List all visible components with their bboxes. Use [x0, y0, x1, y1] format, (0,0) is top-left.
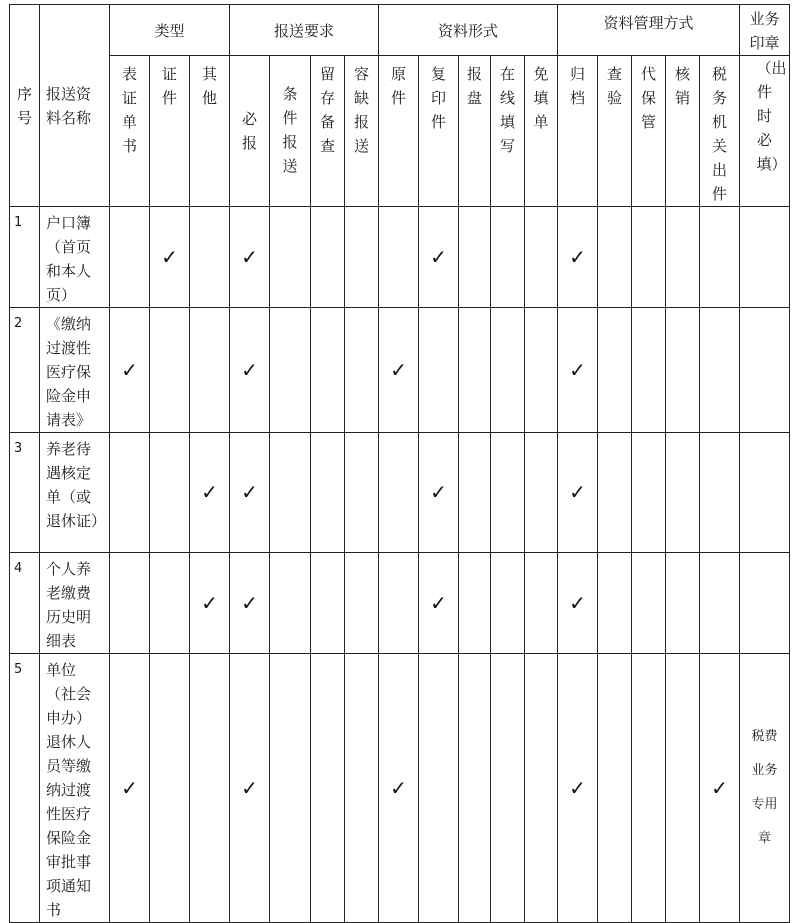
sub-online-label: 在线填写: [500, 65, 516, 155]
cell-conditional: [270, 553, 311, 654]
name-header-label: 报送资料名称: [46, 84, 92, 127]
check-mark-icon: ✓: [121, 775, 138, 800]
sub-keep-check-label: 留存备查: [320, 65, 336, 155]
sub-online: [491, 56, 525, 207]
cell-custody: [632, 308, 666, 433]
table-row: [10, 654, 790, 923]
check-mark-icon: ✓: [241, 480, 258, 504]
check-mark-icon: ✓: [121, 357, 138, 382]
cell-seal: [740, 207, 790, 308]
cell-keep-check: [311, 207, 345, 308]
sub-no-fill-label: 免填单: [533, 65, 549, 131]
cell-online: [491, 433, 525, 553]
group-type-label: 类型: [154, 21, 185, 40]
row-index-cell: [10, 654, 40, 923]
cell-tax-issue: [700, 308, 740, 433]
check-mark-icon: ✓: [569, 357, 586, 382]
cell-copy: [419, 654, 459, 923]
cell-tax-issue: [700, 433, 740, 553]
check-mark-icon: ✓: [569, 590, 586, 615]
cell-conditional: [270, 207, 311, 308]
row-name-cell: [40, 433, 110, 553]
cell-copy: [419, 553, 459, 654]
sub-cancel: [666, 56, 700, 207]
check-mark-icon: ✓: [430, 244, 447, 269]
cell-cancel: [666, 553, 700, 654]
check-mark-icon: ✓: [569, 480, 586, 504]
cell-certificate: [150, 654, 190, 923]
row-index-cell: [10, 553, 40, 654]
sub-no-fill: [525, 56, 558, 207]
group-type: [110, 5, 230, 56]
cell-custody: [632, 207, 666, 308]
sub-seal-note: [740, 56, 790, 207]
check-mark-icon: ✓: [711, 775, 728, 800]
sub-custody-label: 代保管: [641, 65, 657, 131]
check-mark-icon: ✓: [430, 480, 447, 504]
cell-archive: [558, 553, 598, 654]
cell-verify: [598, 433, 632, 553]
row-index-cell: [10, 308, 40, 433]
cell-form-book: [110, 654, 150, 923]
sub-certificate-label: 证件: [161, 65, 177, 107]
cell-verify: [598, 553, 632, 654]
group-management: [558, 5, 740, 56]
check-mark-icon: ✓: [569, 244, 586, 269]
cell-missing-ok: [345, 308, 379, 433]
cell-custody: [632, 433, 666, 553]
cell-missing-ok: [345, 553, 379, 654]
check-mark-icon: ✓: [241, 775, 258, 800]
cell-form-book: [110, 553, 150, 654]
cell-seal: [740, 553, 790, 654]
cell-other: [190, 433, 230, 553]
row-index: 5: [14, 662, 23, 677]
cell-original: [379, 433, 419, 553]
table-row: [10, 308, 790, 433]
check-mark-icon: ✓: [430, 590, 447, 615]
table-row: [10, 207, 790, 308]
cell-tax-issue: [700, 654, 740, 923]
group-seal-label: 业务印章: [749, 10, 780, 52]
cell-cancel: [666, 433, 700, 553]
cell-certificate: [150, 433, 190, 553]
cell-other: [190, 654, 230, 923]
cell-no-fill: [525, 433, 558, 553]
sub-conditional: [270, 56, 311, 207]
header-row-sub: [10, 56, 790, 207]
cell-no-fill: [525, 308, 558, 433]
cell-other: [190, 308, 230, 433]
cell-seal: [740, 654, 790, 923]
sub-certificate: [150, 56, 190, 207]
cell-original: [379, 553, 419, 654]
cell-cancel: [666, 308, 700, 433]
row-index: 4: [14, 561, 23, 576]
seal-text-line: 章: [758, 831, 772, 846]
index-header: [10, 5, 40, 207]
sub-custody: [632, 56, 666, 207]
check-mark-icon: ✓: [201, 590, 218, 615]
row-name-cell: [40, 308, 110, 433]
cell-disk: [459, 553, 491, 654]
header-row-groups: [10, 5, 790, 56]
cell-verify: [598, 308, 632, 433]
row-index-cell: [10, 207, 40, 308]
cell-certificate: [150, 207, 190, 308]
cell-keep-check: [311, 654, 345, 923]
row-name-cell: [40, 553, 110, 654]
cell-conditional: [270, 654, 311, 923]
sub-missing-ok-label: 容缺报送: [354, 65, 370, 155]
cell-online: [491, 207, 525, 308]
check-mark-icon: ✓: [161, 244, 178, 269]
sub-form-book-label: 表证单书: [121, 65, 137, 155]
cell-original: [379, 654, 419, 923]
cell-no-fill: [525, 654, 558, 923]
check-mark-icon: ✓: [241, 590, 258, 615]
row-name: 户口簿（首页和本人页）: [46, 214, 92, 304]
cell-original: [379, 207, 419, 308]
cell-disk: [459, 654, 491, 923]
cell-verify: [598, 207, 632, 308]
check-mark-icon: ✓: [201, 480, 218, 504]
row-index: 1: [14, 215, 23, 230]
cell-online: [491, 308, 525, 433]
cell-form-book: [110, 308, 150, 433]
cell-disk: [459, 308, 491, 433]
index-header-label: 序号: [16, 84, 32, 127]
row-index-cell: [10, 433, 40, 553]
check-mark-icon: ✓: [241, 357, 258, 382]
row-name-cell: [40, 207, 110, 308]
cell-certificate: [150, 553, 190, 654]
check-mark-icon: ✓: [390, 775, 407, 800]
group-seal: [740, 5, 790, 56]
cell-original: [379, 308, 419, 433]
cell-copy: [419, 308, 459, 433]
seal-text-line: 税费: [751, 729, 778, 744]
cell-required: [230, 654, 270, 923]
sub-required-label: 必报: [242, 110, 258, 152]
sub-keep-check: [311, 56, 345, 207]
cell-copy: [419, 433, 459, 553]
cell-required: [230, 553, 270, 654]
sub-form-book: [110, 56, 150, 207]
sub-tax-issue: [700, 56, 740, 207]
cell-archive: [558, 308, 598, 433]
cell-disk: [459, 207, 491, 308]
cell-verify: [598, 654, 632, 923]
cell-required: [230, 207, 270, 308]
cell-online: [491, 654, 525, 923]
sub-seal-note-label: （出件时必填）: [756, 59, 787, 173]
cell-tax-issue: [700, 207, 740, 308]
cell-conditional: [270, 308, 311, 433]
sub-verify: [598, 56, 632, 207]
cell-keep-check: [311, 553, 345, 654]
sub-other: [190, 56, 230, 207]
sub-conditional-label: 条件报送: [282, 85, 298, 175]
cell-missing-ok: [345, 207, 379, 308]
group-management-label: 资料管理方式: [603, 14, 694, 32]
cell-keep-check: [311, 308, 345, 433]
seal-text-line: 业务: [751, 763, 778, 778]
table-row: [10, 553, 790, 654]
check-mark-icon: ✓: [569, 775, 586, 800]
cell-archive: [558, 654, 598, 923]
cell-other: [190, 553, 230, 654]
row-index: 2: [14, 316, 23, 331]
sub-required: [230, 56, 270, 207]
sub-disk-label: 报盘: [467, 65, 483, 107]
materials-table: [9, 4, 790, 923]
cell-archive: [558, 207, 598, 308]
sub-other-label: 其他: [202, 65, 218, 107]
row-name: 《缴纳过渡性医疗保险金申请表》: [46, 315, 92, 429]
cell-missing-ok: [345, 433, 379, 553]
sub-copy-label: 复印件: [431, 65, 447, 131]
group-form-label: 资料形式: [438, 21, 499, 40]
sub-original: [379, 56, 419, 207]
cell-archive: [558, 433, 598, 553]
sub-copy: [419, 56, 459, 207]
group-requirement: [230, 5, 379, 56]
sub-verify-label: 查验: [607, 65, 623, 107]
cell-conditional: [270, 433, 311, 553]
cell-other: [190, 207, 230, 308]
cell-keep-check: [311, 433, 345, 553]
cell-no-fill: [525, 553, 558, 654]
table-row: [10, 433, 790, 553]
cell-online: [491, 553, 525, 654]
sub-archive: [558, 56, 598, 207]
seal-text-line: 专用: [751, 797, 778, 812]
sub-tax-issue-label: 税务机关出件: [712, 65, 728, 203]
cell-form-book: [110, 433, 150, 553]
cell-tax-issue: [700, 553, 740, 654]
cell-form-book: [110, 207, 150, 308]
cell-cancel: [666, 207, 700, 308]
name-header: [40, 5, 110, 207]
check-mark-icon: ✓: [390, 357, 407, 382]
cell-disk: [459, 433, 491, 553]
cell-certificate: [150, 308, 190, 433]
cell-no-fill: [525, 207, 558, 308]
cell-custody: [632, 553, 666, 654]
row-name: 个人养老缴费历史明细表: [46, 560, 92, 650]
cell-required: [230, 308, 270, 433]
table-body: [10, 207, 790, 923]
cell-custody: [632, 654, 666, 923]
row-name-cell: [40, 654, 110, 923]
sub-original-label: 原件: [391, 65, 407, 107]
row-name: 养老待遇核定单（或退休证）: [46, 440, 107, 530]
sub-cancel-label: 核销: [675, 65, 691, 107]
seal-text: [740, 727, 789, 849]
cell-cancel: [666, 654, 700, 923]
group-requirement-label: 报送要求: [274, 21, 335, 40]
check-mark-icon: ✓: [241, 244, 258, 269]
sub-disk: [459, 56, 491, 207]
cell-required: [230, 433, 270, 553]
cell-seal: [740, 433, 790, 553]
group-form: [379, 5, 558, 56]
sub-missing-ok: [345, 56, 379, 207]
cell-missing-ok: [345, 654, 379, 923]
cell-copy: [419, 207, 459, 308]
sub-archive-label: 归档: [570, 65, 586, 107]
row-name: 单位（社会申办）退休人员等缴纳过渡性医疗保险金审批事项通知书: [46, 661, 92, 919]
cell-seal: [740, 308, 790, 433]
row-index: 3: [14, 441, 23, 456]
